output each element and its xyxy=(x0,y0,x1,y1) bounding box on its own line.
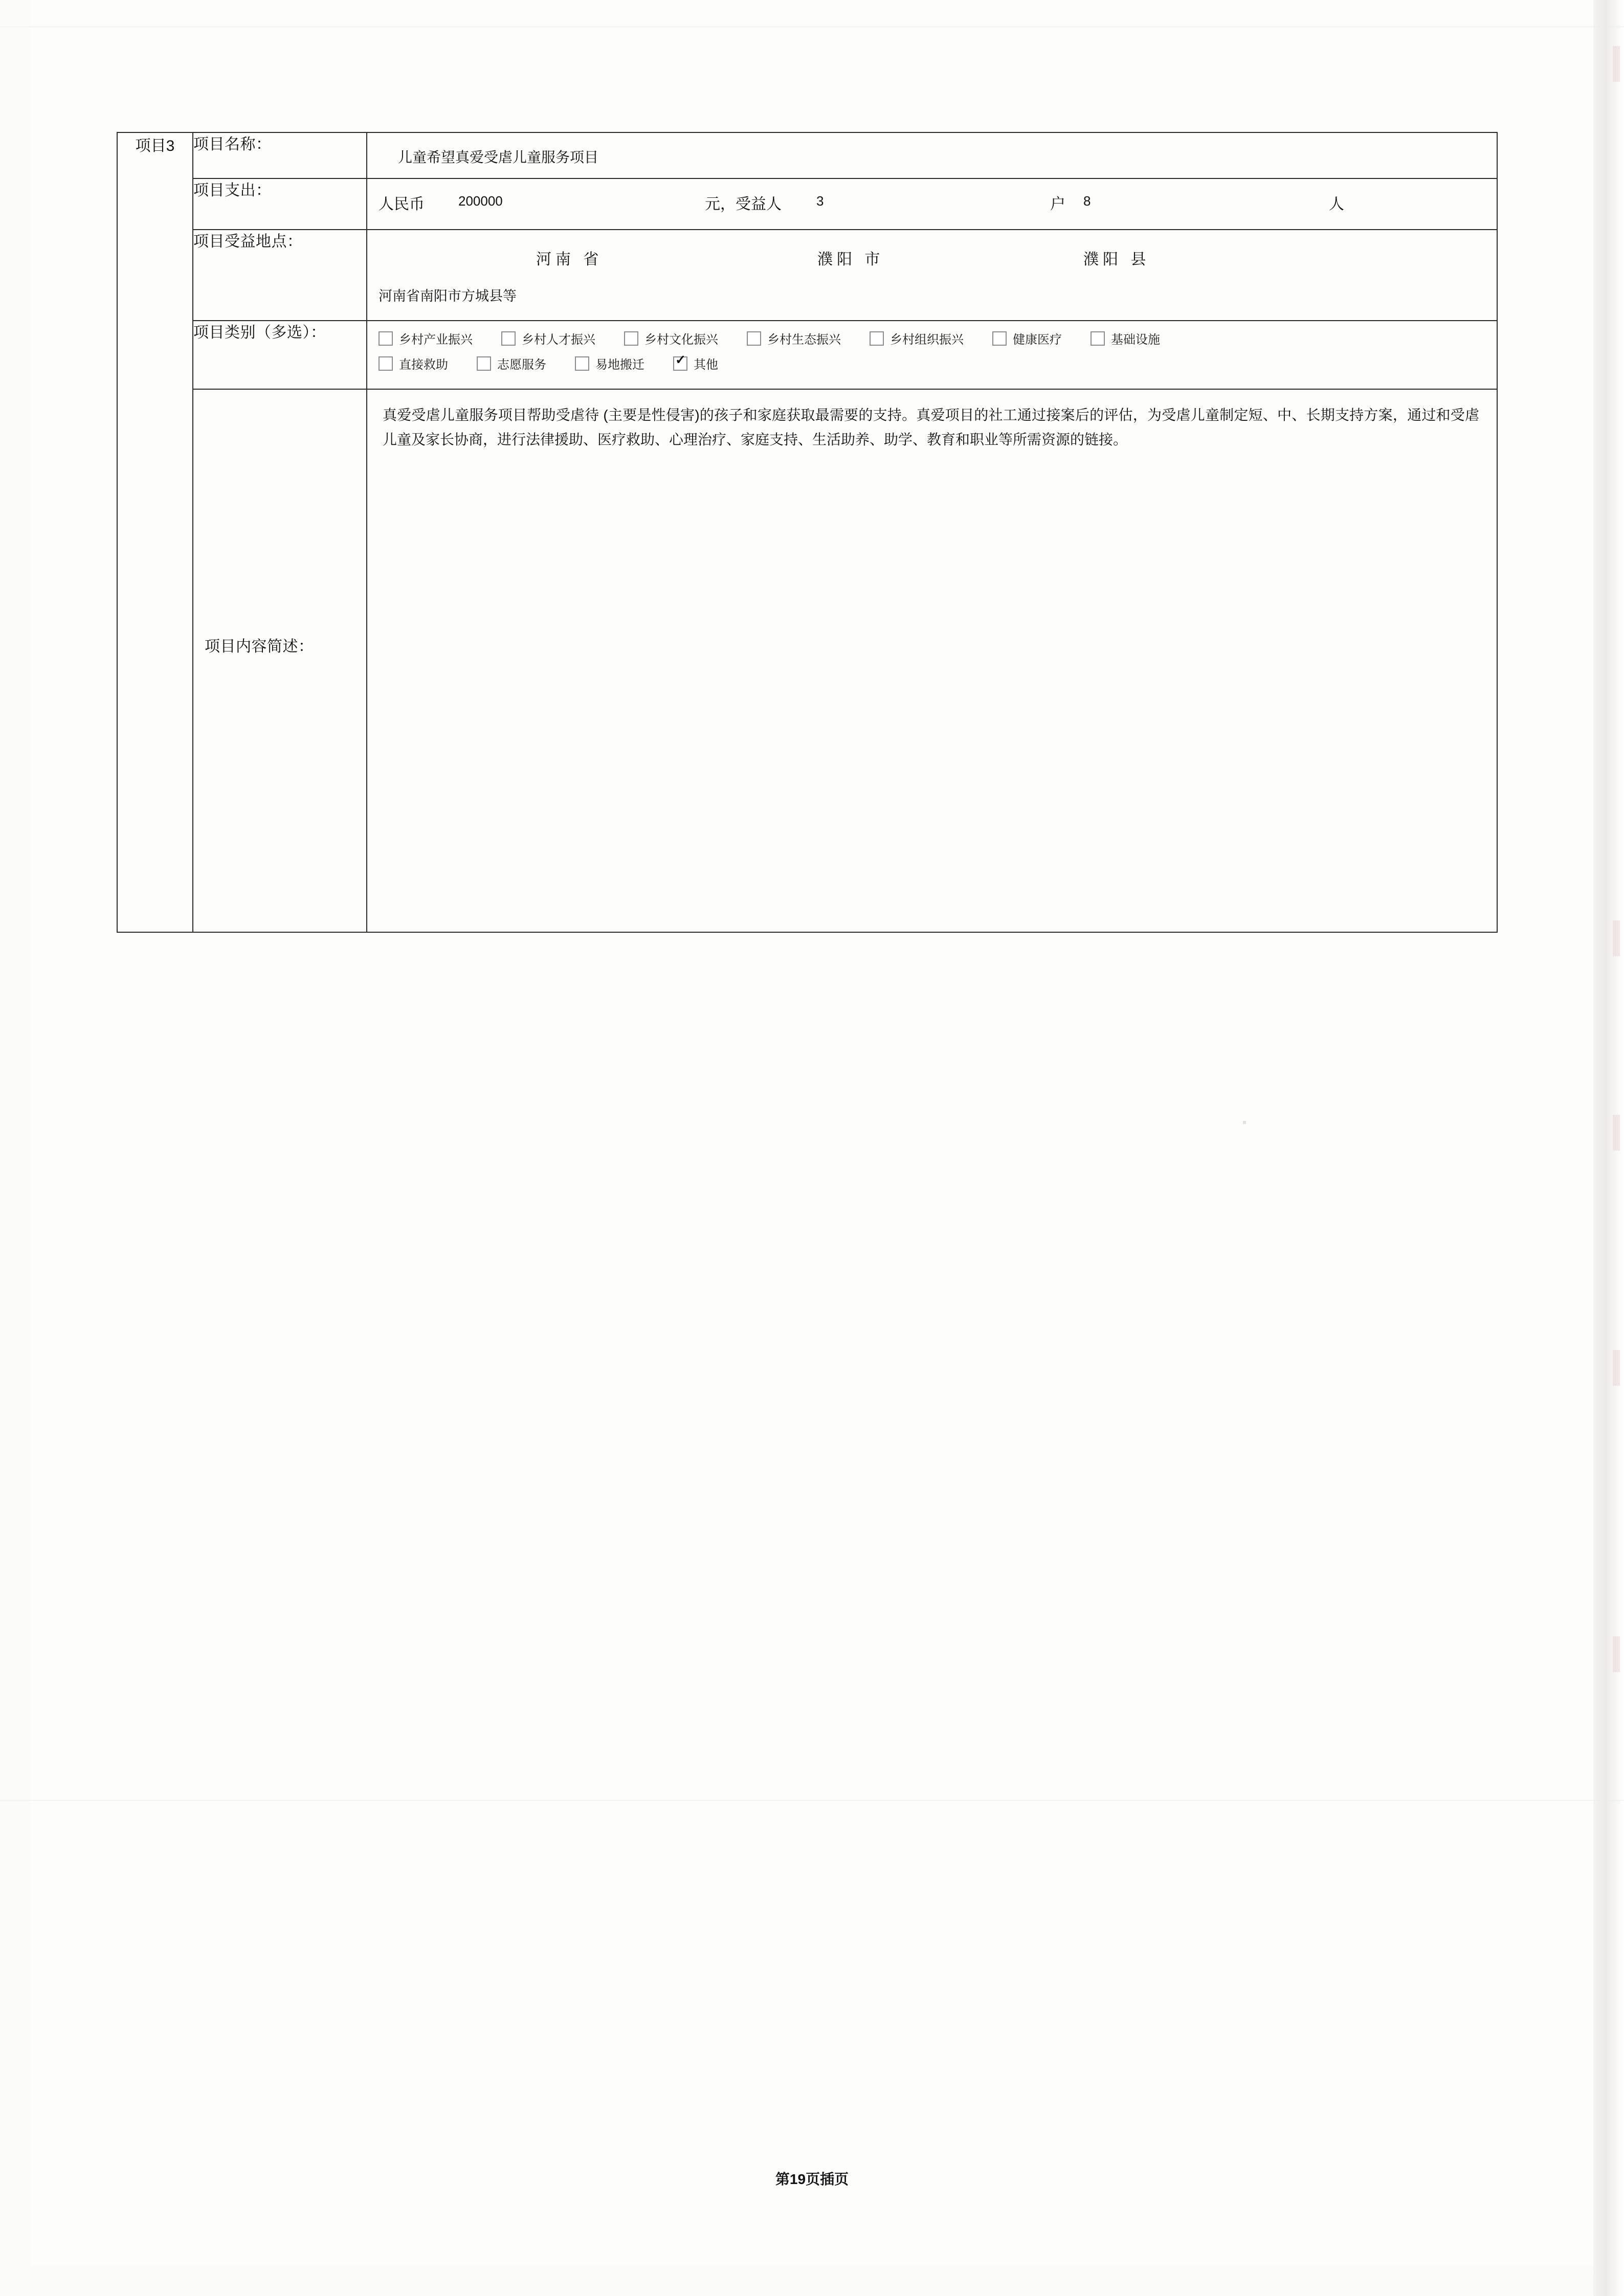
category-item-direct-aid[interactable] xyxy=(379,354,448,372)
expenditure-line xyxy=(367,179,1497,229)
checkbox-checked-icon[interactable] xyxy=(673,356,687,371)
row-index-label: 项目3 xyxy=(135,138,175,154)
category-item-relocation[interactable] xyxy=(575,354,644,372)
value-description[interactable]: 真爱受虐儿童服务项目帮助受虐待 (主要是性侵害)的孩子和家庭获取最需要的支持。真爱项目的社工通过接案后的评估，为受虐儿童制定短、中、长期支持方案，通过和受虐儿童及家长协商，进行法律援助、医疗救助、心理治疗、家庭支持、生活助养、助学、教育和职业等所需资源的链接。 xyxy=(383,407,1479,448)
category-label: 健康医疗 xyxy=(1013,333,1062,347)
beneficiary-people-value[interactable]: 8 xyxy=(1083,193,1091,209)
unit-household-label: 户 xyxy=(1050,196,1065,213)
value-project-name-cell xyxy=(367,132,1497,178)
category-item-rural-ecology[interactable] xyxy=(747,329,841,347)
category-item-rural-talent[interactable] xyxy=(501,329,595,347)
category-row-1 xyxy=(379,329,1485,347)
value-category-cell xyxy=(367,321,1497,389)
category-label: 乡村人才振兴 xyxy=(522,333,595,347)
checkbox-icon[interactable] xyxy=(624,331,638,346)
category-item-rural-industry[interactable] xyxy=(379,329,473,347)
location-province[interactable]: 河南 省 xyxy=(536,251,603,268)
amount-value[interactable]: 200000 xyxy=(458,193,503,209)
category-checkbox-group xyxy=(367,321,1497,389)
scan-edge-mark xyxy=(1613,1350,1620,1386)
table-row-description xyxy=(117,389,1497,932)
label-location: 项目受益地点： xyxy=(193,230,367,321)
table-row-expenditure xyxy=(117,178,1497,230)
checkbox-icon[interactable] xyxy=(1091,331,1105,346)
category-label: 乡村文化振兴 xyxy=(644,333,718,347)
label-description: 项目内容简述： xyxy=(205,638,314,655)
table-row-category xyxy=(117,321,1497,389)
category-label: 志愿服务 xyxy=(497,358,546,372)
location-county[interactable]: 濮阳 县 xyxy=(1083,251,1150,268)
category-label: 乡村产业振兴 xyxy=(399,333,473,347)
category-item-other[interactable] xyxy=(673,354,718,372)
location-wrap xyxy=(367,230,1497,320)
category-item-volunteer-service[interactable] xyxy=(477,354,546,372)
category-label: 基础设施 xyxy=(1111,333,1160,347)
category-label: 乡村生态振兴 xyxy=(767,333,841,347)
value-description-cell xyxy=(367,389,1497,932)
value-project-name[interactable]: 儿童希望真爱受虐儿童服务项目 xyxy=(398,149,599,165)
label-project-name: 项目名称： xyxy=(193,132,367,178)
row-index-cell xyxy=(117,132,193,932)
checkbox-icon[interactable] xyxy=(477,356,491,371)
unit-person-label: 人 xyxy=(1329,196,1344,213)
label-category: 项目类别（多选）： xyxy=(193,321,367,389)
scan-speck xyxy=(1243,1121,1246,1124)
label-description-cell xyxy=(193,389,367,932)
page-footer: 第19页插页 xyxy=(775,2171,849,2187)
checkbox-icon[interactable] xyxy=(992,331,1007,346)
checkbox-icon[interactable] xyxy=(747,331,761,346)
label-expenditure: 项目支出： xyxy=(193,178,367,230)
table-row-location xyxy=(117,230,1497,321)
value-location-cell xyxy=(367,230,1497,321)
scan-edge-mark xyxy=(1613,920,1620,956)
checkbox-icon[interactable] xyxy=(379,356,393,371)
scan-edge-mark xyxy=(1613,1636,1620,1672)
location-admin-line xyxy=(367,230,1497,274)
checkbox-icon[interactable] xyxy=(575,356,589,371)
table-row-project-name xyxy=(117,132,1497,178)
category-row-2 xyxy=(379,354,1485,372)
checkbox-icon[interactable] xyxy=(870,331,884,346)
category-item-health-medical[interactable] xyxy=(992,329,1062,347)
category-label: 乡村组织振兴 xyxy=(890,333,964,347)
checkbox-icon[interactable] xyxy=(501,331,516,346)
scan-edge-mark xyxy=(1613,1115,1620,1151)
category-label: 直接救助 xyxy=(399,358,448,372)
beneficiary-households-value[interactable]: 3 xyxy=(816,193,824,209)
category-label: 易地搬迁 xyxy=(595,358,644,372)
currency-label: 人民币 xyxy=(379,196,425,213)
unit-yuan-label: 元，受益人 xyxy=(705,196,782,213)
category-item-rural-organization[interactable] xyxy=(870,329,964,347)
scan-edge-mark xyxy=(1613,46,1620,82)
location-detail[interactable]: 河南省南阳市方城县等 xyxy=(379,288,517,304)
location-city[interactable]: 濮阳 市 xyxy=(817,251,884,268)
category-label: 其他 xyxy=(694,358,718,372)
checkbox-icon[interactable] xyxy=(379,331,393,346)
project-form-table xyxy=(117,132,1498,933)
category-item-rural-culture[interactable] xyxy=(624,329,718,347)
value-expenditure-cell xyxy=(367,178,1497,230)
category-item-infrastructure[interactable] xyxy=(1091,329,1160,347)
